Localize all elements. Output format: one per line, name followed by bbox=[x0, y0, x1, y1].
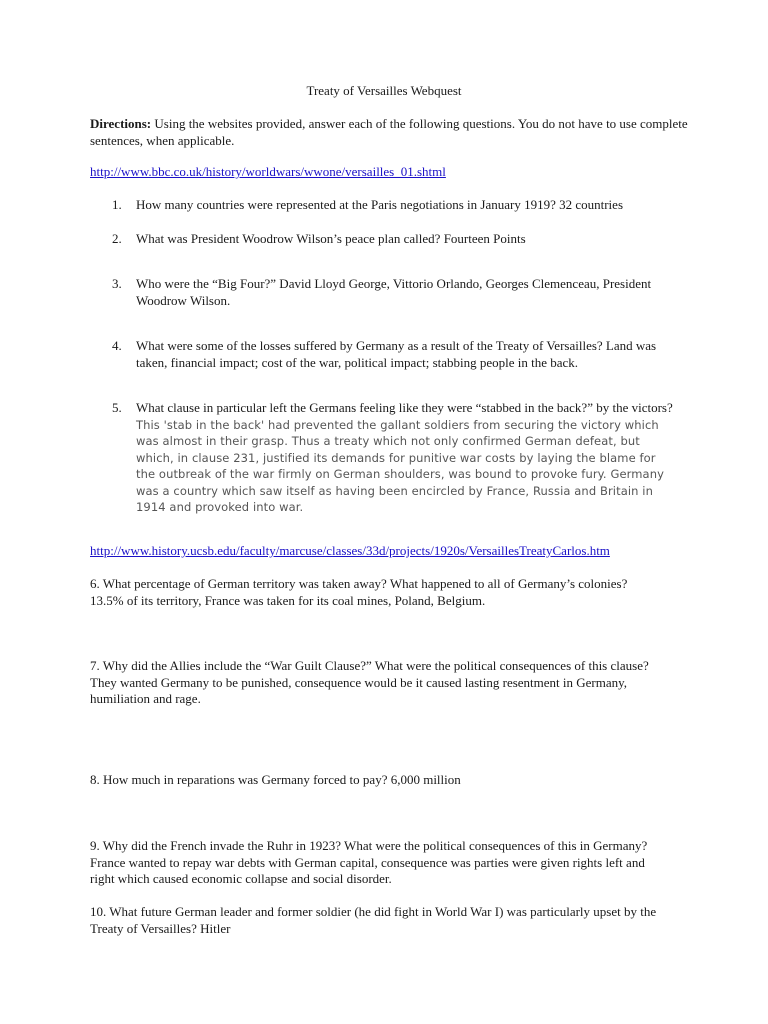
question-6: 6. What percentage of German territory was taken away? What happened to all of Germany’s colonies? 13.5% of its territory, France was taken for its coal mines, Poland, Belgium. bbox=[90, 576, 628, 608]
question-7: 7. Why did the Allies include the “War Guilt Clause?” What were the political consequences of this clause? They wanted Germany to be punished, consequence would be it caused lasting resentment in Germany, humiliation and rage. bbox=[90, 658, 649, 706]
question-number: 4. bbox=[112, 338, 122, 353]
question-number: 1. bbox=[112, 197, 122, 212]
question-body bbox=[136, 400, 676, 516]
question-8: 8. How much in reparations was Germany forced to pay? 6,000 million bbox=[90, 772, 461, 787]
directions-label: Directions: bbox=[90, 116, 152, 131]
bbc-link[interactable]: http://www.bbc.co.uk/history/worldwars/wwone/versailles_01.shtml bbox=[90, 164, 446, 179]
answer-text: This 'stab in the back' had prevented the gallant soldiers from securing the victory which was almost in their grasp. Thus a treaty which not only confirmed German defeat, but which, in clause 231, justified its demands for punitive war costs by laying the blame for the outbreak of the war firmly on German shoulders, was bound to provoke fury. Germany was a country which saw itself as having been encircled by France, Russia and Britain in 1914 and provoked into war. bbox=[136, 417, 664, 514]
directions-text: Using the websites provided, answer each of the following questions. You do not have to use complete sentences, when applicable. bbox=[90, 116, 688, 148]
question-text: What was President Woodrow Wilson’s peace plan called? Fourteen Points bbox=[136, 231, 526, 246]
page-title: Treaty of Versailles Webquest bbox=[306, 83, 462, 98]
question-10: 10. What future German leader and former soldier (he did fight in World War I) was particularly upset by the Treaty of Versailles? Hitler bbox=[90, 904, 657, 936]
ucsb-link[interactable]: http://www.history.ucsb.edu/faculty/marcuse/classes/33d/projects/1920s/VersaillesTreatyCarlos.htm bbox=[90, 543, 610, 558]
question-9: 9. Why did the French invade the Ruhr in 1923? What were the political consequences of this in Germany? France wanted to repay war debts with German capital, consequence was parties were given rights left and right which caused economic collapse and social disorder. bbox=[90, 838, 648, 886]
question-number: 2. bbox=[112, 231, 122, 246]
question-text: Who were the “Big Four?” David Lloyd George, Vittorio Orlando, Georges Clemenceau, President Woodrow Wilson. bbox=[136, 276, 652, 308]
question-number: 3. bbox=[112, 276, 122, 291]
directions-paragraph bbox=[90, 116, 690, 149]
question-text: How many countries were represented at the Paris negotiations in January 1919? 32 countries bbox=[136, 197, 623, 212]
question-text: What were some of the losses suffered by Germany as a result of the Treaty of Versailles? Land was taken, financial impact; cost of the war, political impact; stabbing people in the back. bbox=[136, 338, 657, 370]
question-text: What clause in particular left the Germans feeling like they were “stabbed in the back?” by the victors? bbox=[136, 400, 673, 415]
question-number: 5. bbox=[112, 400, 122, 415]
